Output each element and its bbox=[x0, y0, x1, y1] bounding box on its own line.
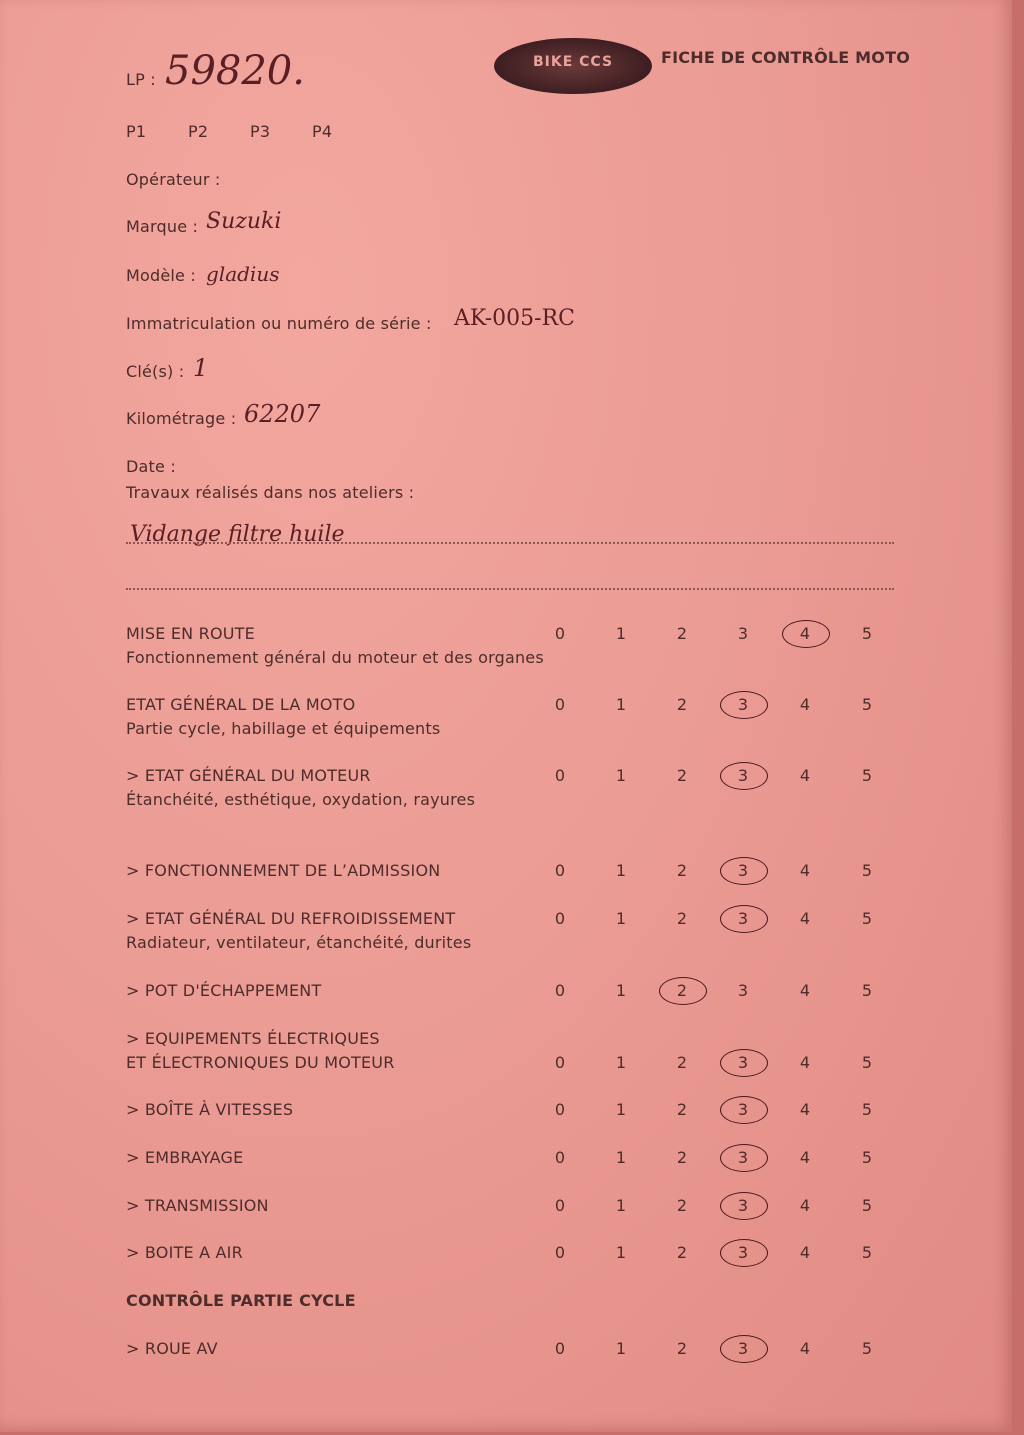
score-2: 2 bbox=[676, 1100, 688, 1119]
score-2: 2 bbox=[676, 1148, 688, 1167]
score-0: 0 bbox=[554, 624, 566, 643]
marque-value: Suzuki bbox=[206, 209, 282, 234]
modele-value: gladius bbox=[206, 262, 280, 286]
position-p4: P4 bbox=[312, 122, 333, 141]
selected-score-circle bbox=[782, 620, 830, 648]
item-subtitle: ET ÉLECTRONIQUES DU MOTEUR bbox=[126, 1053, 395, 1072]
score-5: 5 bbox=[861, 695, 873, 714]
selected-score-circle bbox=[720, 762, 768, 790]
score-1: 1 bbox=[615, 1053, 627, 1072]
position-p2: P2 bbox=[188, 122, 209, 141]
score-4: 4 bbox=[799, 1053, 811, 1072]
score-1: 1 bbox=[615, 1100, 627, 1119]
item-title: > ROUE AV bbox=[126, 1339, 218, 1358]
item-title: > ETAT GÉNÉRAL DU REFROIDISSEMENT bbox=[126, 909, 456, 928]
travaux-value: Vidange filtre huile bbox=[130, 522, 345, 547]
item-title: > BOITE A AIR bbox=[126, 1243, 243, 1262]
selected-score-circle bbox=[720, 1144, 768, 1172]
kilometrage-value: 62207 bbox=[244, 400, 321, 428]
score-2: 2 bbox=[676, 695, 688, 714]
sheet-title: FICHE DE CONTRÔLE MOTO bbox=[661, 48, 911, 67]
score-1: 1 bbox=[615, 1339, 627, 1358]
item-title: > POT D'ÉCHAPPEMENT bbox=[126, 981, 322, 1000]
item-subtitle: Radiateur, ventilateur, étanchéité, durites bbox=[126, 933, 472, 952]
score-4: 4 bbox=[799, 1339, 811, 1358]
score-3: 3 bbox=[737, 695, 749, 714]
score-3: 3 bbox=[737, 1100, 749, 1119]
item-title: ETAT GÉNÉRAL DE LA MOTO bbox=[126, 695, 356, 714]
score-1: 1 bbox=[615, 766, 627, 785]
score-4: 4 bbox=[799, 1196, 811, 1215]
position-p1: P1 bbox=[126, 122, 147, 141]
item-title: MISE EN ROUTE bbox=[126, 624, 255, 643]
score-2: 2 bbox=[676, 1339, 688, 1358]
score-0: 0 bbox=[554, 1243, 566, 1262]
score-2: 2 bbox=[676, 1196, 688, 1215]
score-2: 2 bbox=[676, 624, 688, 643]
score-0: 0 bbox=[554, 909, 566, 928]
score-0: 0 bbox=[554, 1148, 566, 1167]
selected-score-circle bbox=[720, 691, 768, 719]
selected-score-circle bbox=[720, 1335, 768, 1363]
travaux-label: Travaux réalisés dans nos ateliers : bbox=[126, 483, 415, 502]
score-1: 1 bbox=[615, 1243, 627, 1262]
score-3: 3 bbox=[737, 1148, 749, 1167]
cles-value: 1 bbox=[193, 354, 209, 382]
selected-score-circle bbox=[720, 905, 768, 933]
item-subtitle: Fonctionnement général du moteur et des organes bbox=[126, 648, 544, 667]
score-0: 0 bbox=[554, 861, 566, 880]
modele-label: Modèle : bbox=[126, 266, 196, 285]
score-4: 4 bbox=[799, 624, 811, 643]
selected-score-circle bbox=[720, 857, 768, 885]
score-3: 3 bbox=[737, 861, 749, 880]
score-3: 3 bbox=[737, 981, 749, 1000]
item-title: > EMBRAYAGE bbox=[126, 1148, 244, 1167]
section-title: CONTRÔLE PARTIE CYCLE bbox=[126, 1291, 356, 1310]
lp-label: LP : bbox=[126, 70, 156, 89]
score-2: 2 bbox=[676, 1243, 688, 1262]
position-p3: P3 bbox=[250, 122, 271, 141]
score-2: 2 bbox=[676, 981, 688, 1000]
selected-score-circle bbox=[659, 977, 707, 1005]
score-3: 3 bbox=[737, 1053, 749, 1072]
score-3: 3 bbox=[737, 766, 749, 785]
travaux-line-1 bbox=[126, 542, 894, 544]
score-4: 4 bbox=[799, 766, 811, 785]
date-label: Date : bbox=[126, 457, 176, 476]
item-title: > FONCTIONNEMENT DE L’ADMISSION bbox=[126, 861, 441, 880]
score-5: 5 bbox=[861, 909, 873, 928]
score-1: 1 bbox=[615, 861, 627, 880]
logo-text: BIKE CCS bbox=[532, 54, 614, 70]
score-5: 5 bbox=[861, 1148, 873, 1167]
score-4: 4 bbox=[799, 861, 811, 880]
score-5: 5 bbox=[861, 1196, 873, 1215]
score-3: 3 bbox=[737, 624, 749, 643]
lp-value: 59820. bbox=[165, 48, 305, 94]
score-0: 0 bbox=[554, 1100, 566, 1119]
score-4: 4 bbox=[799, 1100, 811, 1119]
score-5: 5 bbox=[861, 861, 873, 880]
travaux-line-2 bbox=[126, 588, 894, 590]
score-1: 1 bbox=[615, 624, 627, 643]
score-2: 2 bbox=[676, 766, 688, 785]
score-1: 1 bbox=[615, 1196, 627, 1215]
score-2: 2 bbox=[676, 1053, 688, 1072]
score-3: 3 bbox=[737, 1243, 749, 1262]
score-5: 5 bbox=[861, 766, 873, 785]
cles-label: Clé(s) : bbox=[126, 362, 185, 381]
score-0: 0 bbox=[554, 695, 566, 714]
score-1: 1 bbox=[615, 695, 627, 714]
score-1: 1 bbox=[615, 981, 627, 1000]
score-5: 5 bbox=[861, 1339, 873, 1358]
score-4: 4 bbox=[799, 1148, 811, 1167]
item-title: > TRANSMISSION bbox=[126, 1196, 269, 1215]
operateur-label: Opérateur : bbox=[126, 170, 221, 189]
score-4: 4 bbox=[799, 909, 811, 928]
score-1: 1 bbox=[615, 1148, 627, 1167]
score-0: 0 bbox=[554, 1339, 566, 1358]
score-5: 5 bbox=[861, 1053, 873, 1072]
score-5: 5 bbox=[861, 1243, 873, 1262]
immatriculation-label: Immatriculation ou numéro de série : bbox=[126, 314, 432, 333]
score-0: 0 bbox=[554, 1053, 566, 1072]
item-subtitle: Étanchéité, esthétique, oxydation, rayures bbox=[126, 790, 476, 809]
score-1: 1 bbox=[615, 909, 627, 928]
selected-score-circle bbox=[720, 1096, 768, 1124]
score-3: 3 bbox=[737, 909, 749, 928]
score-0: 0 bbox=[554, 766, 566, 785]
item-title: > ETAT GÉNÉRAL DU MOTEUR bbox=[126, 766, 371, 785]
score-4: 4 bbox=[799, 695, 811, 714]
kilometrage-label: Kilométrage : bbox=[126, 409, 237, 428]
score-4: 4 bbox=[799, 1243, 811, 1262]
selected-score-circle bbox=[720, 1049, 768, 1077]
selected-score-circle bbox=[720, 1239, 768, 1267]
score-0: 0 bbox=[554, 1196, 566, 1215]
item-subtitle: Partie cycle, habillage et équipements bbox=[126, 719, 441, 738]
item-title: > EQUIPEMENTS ÉLECTRIQUES bbox=[126, 1029, 380, 1048]
selected-score-circle bbox=[720, 1192, 768, 1220]
score-4: 4 bbox=[799, 981, 811, 1000]
item-title: > BOÎTE À VITESSES bbox=[126, 1100, 294, 1119]
score-5: 5 bbox=[861, 981, 873, 1000]
brand-logo bbox=[494, 38, 652, 94]
score-5: 5 bbox=[861, 624, 873, 643]
marque-label: Marque : bbox=[126, 217, 199, 236]
score-5: 5 bbox=[861, 1100, 873, 1119]
score-2: 2 bbox=[676, 909, 688, 928]
score-3: 3 bbox=[737, 1339, 749, 1358]
immatriculation-value: AK-005-RC bbox=[454, 306, 575, 331]
score-0: 0 bbox=[554, 981, 566, 1000]
score-3: 3 bbox=[737, 1196, 749, 1215]
score-2: 2 bbox=[676, 861, 688, 880]
